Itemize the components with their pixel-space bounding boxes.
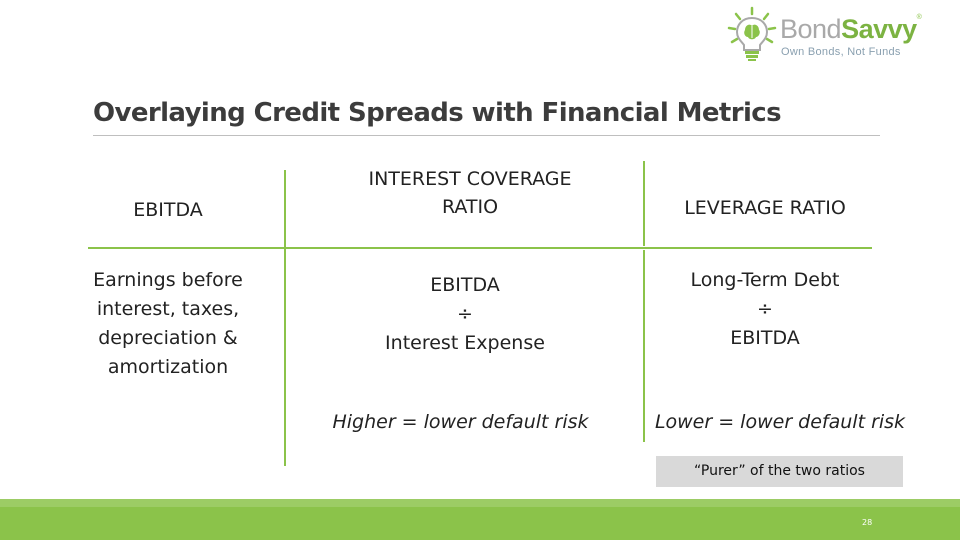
header-divider	[88, 247, 872, 249]
header-line: RATIO	[441, 196, 499, 218]
definition-line: amortization	[107, 356, 229, 378]
column-divider-1	[284, 170, 286, 466]
purer-ratio-callout: “Purer” of the two ratios	[656, 456, 903, 487]
footer-bar-highlight	[0, 499, 960, 507]
interest-coverage-risk-note: Higher = lower default risk	[332, 411, 589, 433]
slide-title: Overlaying Credit Spreads with Financial Metrics	[93, 98, 781, 128]
slide-number: 28	[862, 518, 873, 527]
definition-line: depreciation &	[98, 327, 238, 349]
definition-line: interest, taxes,	[96, 298, 240, 320]
interest-coverage-formula	[345, 271, 585, 358]
column-divider-2-top	[643, 161, 645, 246]
formula-denominator: EBITDA	[730, 327, 800, 349]
formula-numerator: Long-Term Debt	[690, 269, 840, 291]
logo-wordmark: BondSavvy®	[780, 14, 922, 44]
bondsavvy-logo	[726, 4, 926, 64]
leverage-ratio-risk-note: Lower = lower default risk	[654, 411, 906, 433]
formula-numerator: EBITDA	[430, 274, 500, 296]
divide-symbol: ÷	[757, 298, 773, 320]
divide-symbol: ÷	[457, 303, 473, 325]
logo-tagline: Own Bonds, Not Funds	[781, 46, 901, 58]
formula-denominator: Interest Expense	[385, 332, 545, 354]
title-underline	[93, 135, 880, 136]
lightbulb-brain-icon	[726, 6, 778, 62]
ebitda-header: EBITDA	[133, 199, 203, 221]
ebitda-definition	[78, 266, 258, 382]
interest-coverage-header	[320, 165, 620, 221]
header-line: INTEREST COVERAGE	[368, 168, 572, 190]
definition-line: Earnings before	[93, 269, 243, 291]
leverage-ratio-header: LEVERAGE RATIO	[684, 197, 846, 219]
leverage-ratio-formula	[655, 266, 875, 353]
